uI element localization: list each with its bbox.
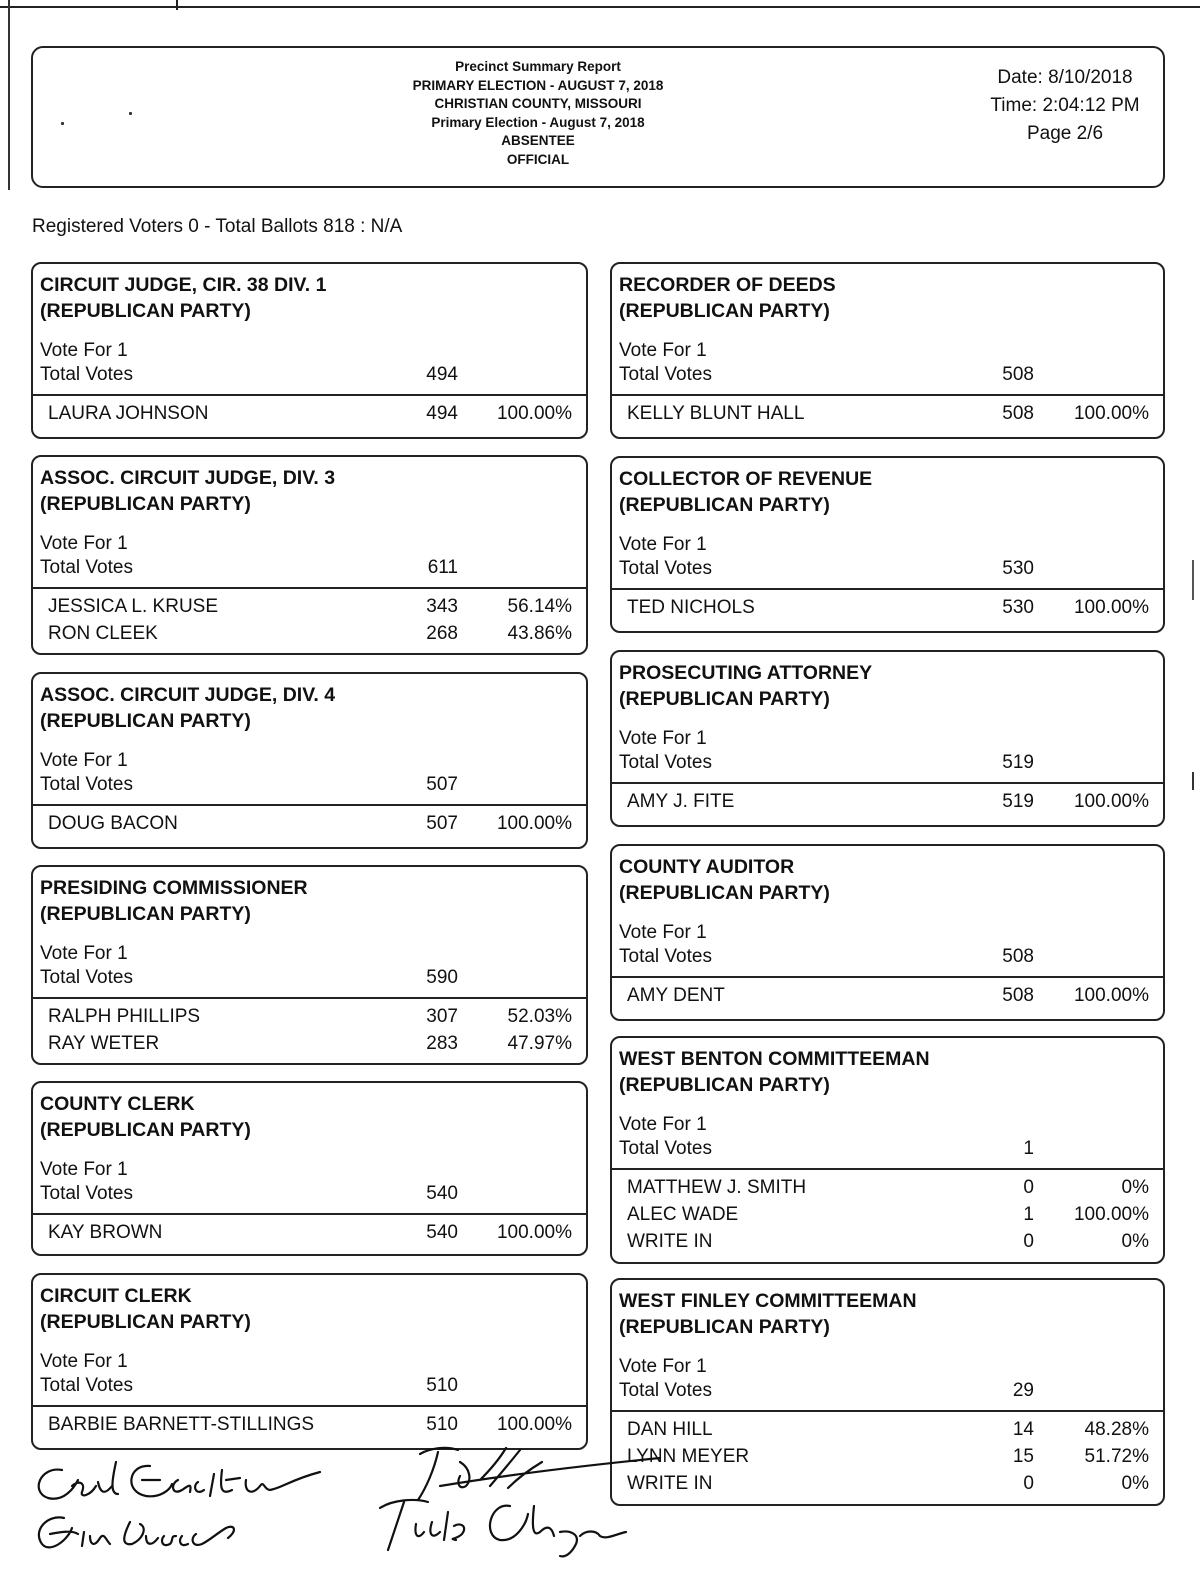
candidate-votes: 343 (426, 596, 458, 617)
vote-for-label: Vote For 1 (619, 1356, 707, 1377)
race-party: (REPUBLICAN PARTY) (40, 493, 251, 515)
candidate-percent: 100.00% (496, 813, 572, 834)
signatures-area (20, 1440, 660, 1562)
report-header (31, 46, 1165, 188)
total-votes-label: Total Votes (40, 967, 133, 988)
report-meta (975, 64, 1155, 148)
total-votes-label: Total Votes (619, 946, 712, 967)
report-date: Date: 8/10/2018 (997, 67, 1133, 88)
candidate-votes: 1 (1023, 1204, 1034, 1225)
race-party: (REPUBLICAN PARTY) (619, 1316, 830, 1338)
handwritten-signature-4 (380, 1500, 626, 1556)
race-title-block (40, 272, 326, 324)
race-box-county-auditor (610, 844, 1165, 1021)
race-party: (REPUBLICAN PARTY) (40, 300, 251, 322)
candidate-name: ALEC WADE (627, 1204, 739, 1225)
total-votes-value: 508 (1002, 946, 1034, 967)
race-party: (REPUBLICAN PARTY) (40, 710, 251, 732)
race-divider (612, 1410, 1163, 1412)
scan-right-mark-2 (1192, 560, 1194, 600)
race-divider (33, 804, 586, 806)
handwritten-signature-2 (39, 1517, 234, 1547)
total-votes-value: 611 (427, 557, 458, 578)
candidate-votes: 0 (1023, 1231, 1034, 1252)
candidate-row (612, 403, 1163, 430)
handwritten-signature-1 (39, 1462, 320, 1499)
vote-for-label: Vote For 1 (619, 340, 707, 361)
report-time: Time: 2:04:12 PM (990, 95, 1140, 116)
ballot-type: ABSENTEE (501, 133, 575, 149)
race-divider (33, 587, 586, 589)
race-party: (REPUBLICAN PARTY) (40, 1119, 251, 1141)
race-title-block (619, 272, 836, 324)
candidate-row (33, 813, 586, 840)
race-title: CIRCUIT CLERK (40, 1285, 192, 1307)
candidate-percent: 0% (1121, 1231, 1149, 1252)
candidate-row (33, 1414, 586, 1441)
candidate-votes: 14 (1012, 1419, 1034, 1440)
race-title: COLLECTOR OF REVENUE (619, 468, 873, 490)
vote-for-label: Vote For 1 (40, 340, 128, 361)
vote-for-label: Vote For 1 (40, 750, 128, 771)
total-votes-value: 508 (1002, 364, 1034, 385)
race-box-recorder-of-deeds (610, 262, 1165, 439)
candidate-row (612, 1446, 1163, 1473)
report-status: OFFICIAL (506, 151, 570, 167)
race-divider (612, 394, 1163, 396)
race-party: (REPUBLICAN PARTY) (40, 903, 251, 925)
total-votes-label: Total Votes (40, 364, 133, 385)
race-title: WEST BENTON COMMITTEEMAN (619, 1048, 930, 1070)
race-divider (33, 997, 586, 999)
ballot-summary: Registered Voters 0 - Total Ballots 818 : N/A (32, 216, 403, 237)
total-votes-label: Total Votes (40, 1183, 133, 1204)
candidate-name: RON CLEEK (48, 623, 158, 644)
candidate-votes: 508 (1002, 403, 1034, 424)
race-title: PROSECUTING ATTORNEY (619, 662, 873, 684)
race-box-circuit-clerk (31, 1273, 588, 1450)
race-box-west-benton-committeeman (610, 1036, 1165, 1264)
vote-for-label: Vote For 1 (40, 943, 128, 964)
scan-speck (129, 112, 132, 115)
race-title: RECORDER OF DEEDS (619, 274, 836, 296)
candidate-percent: 48.28% (1084, 1419, 1149, 1440)
candidate-name: AMY J. FITE (627, 791, 735, 812)
candidate-percent: 0% (1121, 1177, 1149, 1198)
race-title-block (619, 1046, 930, 1098)
candidate-row (612, 1419, 1163, 1446)
race-box-collector-of-revenue (610, 456, 1165, 633)
race-title-block (40, 465, 335, 517)
candidate-percent: 0% (1121, 1473, 1149, 1494)
candidate-votes: 510 (426, 1414, 458, 1435)
race-party: (REPUBLICAN PARTY) (619, 882, 830, 904)
vote-for-label: Vote For 1 (619, 1114, 707, 1135)
candidate-percent: 100.00% (496, 1414, 572, 1435)
candidate-name: DAN HILL (627, 1419, 713, 1440)
race-title-block (40, 875, 308, 927)
race-title-block (619, 466, 872, 518)
candidate-votes: 508 (1002, 985, 1034, 1006)
race-divider (612, 588, 1163, 590)
candidate-votes: 268 (426, 623, 458, 644)
total-votes-value: 510 (426, 1375, 458, 1396)
scan-left-edge (8, 0, 10, 190)
race-title: COUNTY CLERK (40, 1093, 195, 1115)
race-divider (612, 782, 1163, 784)
candidate-votes: 540 (426, 1222, 458, 1243)
race-box-west-finley-committeeman (610, 1278, 1165, 1506)
race-party: (REPUBLICAN PARTY) (40, 1311, 251, 1333)
candidate-votes: 307 (426, 1006, 458, 1027)
scan-top-tick (176, 0, 178, 10)
candidate-row (33, 1033, 586, 1060)
race-box-assoc-circuit-judge-div-3 (31, 455, 588, 655)
race-title-block (619, 854, 830, 906)
candidate-name: JESSICA L. KRUSE (48, 596, 219, 617)
candidate-votes: 283 (426, 1033, 458, 1054)
total-votes-label: Total Votes (619, 1380, 712, 1401)
candidate-row (612, 597, 1163, 624)
candidate-row (33, 596, 586, 623)
candidate-votes: 507 (426, 813, 458, 834)
candidate-name: RALPH PHILLIPS (48, 1006, 201, 1027)
race-party: (REPUBLICAN PARTY) (619, 300, 830, 322)
scan-speck (61, 122, 64, 125)
candidate-row (33, 1006, 586, 1033)
race-divider (612, 1168, 1163, 1170)
scan-right-mark (1192, 772, 1194, 790)
race-party: (REPUBLICAN PARTY) (619, 1074, 830, 1096)
race-title: CIRCUIT JUDGE, CIR. 38 DIV. 1 (40, 274, 327, 296)
candidate-name: TED NICHOLS (627, 597, 755, 618)
race-title: ASSOC. CIRCUIT JUDGE, DIV. 3 (40, 467, 336, 489)
race-title: ASSOC. CIRCUIT JUDGE, DIV. 4 (40, 684, 336, 706)
report-page: Page 2/6 (1026, 123, 1104, 144)
candidate-name: BARBIE BARNETT-STILLINGS (48, 1414, 315, 1435)
total-votes-label: Total Votes (40, 774, 133, 795)
candidate-percent: 100.00% (496, 403, 572, 424)
candidate-row (33, 403, 586, 430)
race-title: COUNTY AUDITOR (619, 856, 795, 878)
candidate-percent: 56.14% (507, 596, 572, 617)
scan-top-edge (0, 0, 1200, 8)
candidate-percent: 100.00% (1073, 403, 1149, 424)
candidate-row (33, 623, 586, 650)
vote-for-label: Vote For 1 (619, 534, 707, 555)
candidate-name: WRITE IN (627, 1231, 713, 1252)
candidate-percent: 100.00% (1073, 791, 1149, 812)
race-title-block (40, 682, 335, 734)
candidate-name: MATTHEW J. SMITH (627, 1177, 807, 1198)
total-votes-value: 590 (426, 967, 458, 988)
vote-for-label: Vote For 1 (40, 1159, 128, 1180)
total-votes-label: Total Votes (619, 1138, 712, 1159)
race-divider (612, 976, 1163, 978)
race-title-block (40, 1283, 251, 1335)
total-votes-value: 494 (426, 364, 458, 385)
total-votes-label: Total Votes (619, 558, 712, 579)
total-votes-label: Total Votes (619, 364, 712, 385)
candidate-votes: 15 (1012, 1446, 1034, 1467)
total-votes-value: 540 (426, 1183, 458, 1204)
race-title-block (619, 660, 872, 712)
candidate-row (612, 791, 1163, 818)
candidate-name: KELLY BLUNT HALL (627, 403, 805, 424)
candidate-percent: 43.86% (507, 623, 572, 644)
total-votes-label: Total Votes (40, 557, 133, 578)
race-box-assoc-circuit-judge-div-4 (31, 672, 588, 849)
total-votes-label: Total Votes (40, 1375, 133, 1396)
election-subtitle: Primary Election - August 7, 2018 (431, 114, 645, 130)
total-votes-value: 519 (1002, 752, 1034, 773)
race-party: (REPUBLICAN PARTY) (619, 494, 830, 516)
race-divider (33, 1213, 586, 1215)
candidate-name: DOUG BACON (48, 813, 178, 834)
candidate-name: WRITE IN (627, 1473, 713, 1494)
candidate-row (33, 1222, 586, 1249)
candidate-row (612, 1231, 1163, 1258)
vote-for-label: Vote For 1 (40, 1351, 128, 1372)
candidate-percent: 100.00% (1073, 597, 1149, 618)
candidate-percent: 51.72% (1084, 1446, 1149, 1467)
handwritten-signature-3 (418, 1448, 660, 1500)
candidate-votes: 519 (1002, 791, 1034, 812)
election-name: PRIMARY ELECTION - AUGUST 7, 2018 (412, 77, 664, 93)
total-votes-value: 1 (1023, 1138, 1034, 1159)
candidate-name: KAY BROWN (48, 1222, 163, 1243)
report-title: Precinct Summary Report (455, 59, 621, 74)
county-name: CHRISTIAN COUNTY, MISSOURI (434, 96, 642, 112)
race-box-county-clerk (31, 1081, 588, 1256)
report-title-block (323, 58, 753, 170)
candidate-percent: 52.03% (507, 1006, 572, 1027)
race-divider (33, 394, 586, 396)
vote-for-label: Vote For 1 (40, 533, 128, 554)
candidate-name: LYNN MEYER (627, 1446, 750, 1467)
total-votes-value: 507 (426, 774, 458, 795)
candidate-row (612, 985, 1163, 1012)
race-title-block (619, 1288, 917, 1340)
candidate-votes: 494 (426, 403, 458, 424)
vote-for-label: Vote For 1 (619, 728, 707, 749)
total-votes-value: 29 (1012, 1380, 1034, 1401)
candidate-votes: 530 (1002, 597, 1034, 618)
race-divider (33, 1405, 586, 1407)
candidate-percent: 47.97% (507, 1033, 572, 1054)
candidate-row (612, 1473, 1163, 1500)
candidate-name: RAY WETER (48, 1033, 160, 1054)
total-votes-label: Total Votes (619, 752, 712, 773)
candidate-percent: 100.00% (1073, 985, 1149, 1006)
vote-for-label: Vote For 1 (619, 922, 707, 943)
candidate-votes: 0 (1023, 1473, 1034, 1494)
race-box-circuit-judge-cir-38-div-1 (31, 262, 588, 439)
race-title: WEST FINLEY COMMITTEEMAN (619, 1290, 917, 1312)
candidate-votes: 0 (1023, 1177, 1034, 1198)
race-title-block (40, 1091, 251, 1143)
candidate-name: LAURA JOHNSON (48, 403, 209, 424)
candidate-row (612, 1177, 1163, 1204)
candidate-name: AMY DENT (627, 985, 725, 1006)
candidate-percent: 100.00% (1073, 1204, 1149, 1225)
total-votes-value: 530 (1002, 558, 1034, 579)
race-party: (REPUBLICAN PARTY) (619, 688, 830, 710)
candidate-percent: 100.00% (496, 1222, 572, 1243)
race-box-presiding-commissioner (31, 865, 588, 1065)
race-title: PRESIDING COMMISSIONER (40, 877, 308, 899)
race-box-prosecuting-attorney (610, 650, 1165, 827)
candidate-row (612, 1204, 1163, 1231)
